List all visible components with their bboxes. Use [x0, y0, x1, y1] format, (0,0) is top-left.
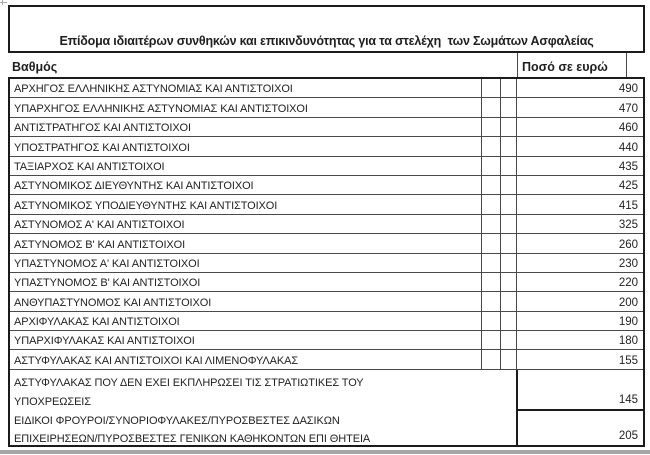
rank-cell: ΑΡΧΗΓΟΣ ΕΛΛΗΝΙΚΗΣ ΑΣΤΥΝΟΜΙΑΣ ΚΑΙ ΑΝΤΙΣΤΟΙΧΟΙ	[14, 83, 293, 96]
empty-cell	[481, 118, 500, 136]
empty-cell	[500, 79, 516, 97]
empty-cell	[481, 312, 500, 330]
empty-cell	[481, 234, 500, 252]
amount-cell: 180	[516, 331, 643, 349]
empty-cell	[500, 312, 516, 330]
table-row	[10, 79, 643, 98]
table-row	[10, 254, 643, 273]
empty-cell	[481, 79, 500, 97]
empty-cell	[500, 254, 516, 272]
merged-rows-section	[10, 370, 643, 445]
table-row	[10, 176, 643, 195]
table-row	[10, 331, 643, 350]
empty-cell	[481, 273, 500, 291]
amount-cell: 325	[516, 215, 643, 233]
empty-cell	[481, 254, 500, 272]
header-rank-label: Βαθμός	[12, 60, 58, 74]
empty-cell	[500, 350, 516, 368]
table-row	[10, 292, 643, 311]
empty-cell	[481, 331, 500, 349]
merged-amount-column	[516, 370, 643, 445]
rank-cell: ΥΠΑΡΧΗΓΟΣ ΕΛΛΗΝΙΚΗΣ ΑΣΤΥΝΟΜΙΑΣ ΚΑΙ ΑΝΤΙΣΤΟΙΧΟΙ	[14, 102, 308, 115]
amount-cell: 490	[516, 79, 643, 97]
table-row	[10, 273, 643, 292]
table-row	[10, 234, 643, 253]
amount-cell: 460	[516, 118, 643, 136]
amount-cell: 415	[516, 195, 643, 213]
empty-cell	[481, 176, 500, 194]
empty-cell	[500, 292, 516, 310]
rank-cell: ΑΝΘΥΠΑΣΤΥΝΟΜΟΣ ΚΑΙ ΑΝΤΙΣΤΟΙΧΟΙ	[14, 296, 212, 309]
table-row	[10, 98, 643, 117]
amount-cell: 260	[516, 234, 643, 252]
header-amount-cell	[517, 53, 627, 77]
empty-cell	[500, 157, 516, 175]
amount-cell: 435	[516, 157, 643, 175]
window-edge-bar	[0, 450, 650, 454]
empty-cell	[481, 98, 500, 116]
data-table	[8, 77, 645, 447]
table-row	[10, 137, 643, 156]
rank-cell: ΥΠΑΡΧΙΦΥΛΑΚΑΣ ΚΑΙ ΑΝΤΙΣΤΟΙΧΟΙ	[14, 335, 195, 348]
rank-cell: ΥΠΑΣΤΥΝΟΜΟΣ Β' ΚΑΙ ΑΝΤΙΣΤΟΙΧΟΙ	[14, 277, 201, 290]
empty-cell	[500, 98, 516, 116]
amount-cell: 220	[516, 273, 643, 291]
rank-text-line: ΕΠΙΧΕΙΡΗΣΕΩΝ/ΠΥΡΟΣΒΕΣΤΕΣ ΓΕΝΙΚΩΝ ΚΑΘΗΚΟΝΤΩΝ ΕΠΙ ΘΗΤΕΙΑ	[14, 433, 371, 446]
table-row	[10, 157, 643, 176]
rank-cell: ΥΠΑΣΤΥΝΟΜΟΣ Α' ΚΑΙ ΑΝΤΙΣΤΟΙΧΟΙ	[14, 257, 200, 270]
cell-corner-artifact	[2, 0, 3, 5]
rank-cell: ΥΠΟΣΤΡΑΤΗΓΟΣ ΚΑΙ ΑΝΤΙΣΤΟΙΧΟΙ	[14, 141, 190, 154]
table-header-row	[8, 53, 645, 77]
empty-cell	[481, 157, 500, 175]
empty-cell	[500, 176, 516, 194]
amount-cell: 440	[516, 137, 643, 155]
amount-cell: 200	[516, 292, 643, 310]
empty-cell	[500, 118, 516, 136]
amount-cell: 470	[516, 98, 643, 116]
empty-cell	[481, 350, 500, 368]
rank-cell: ΑΣΤΥΦΥΛΑΚΑΣ ΚΑΙ ΑΝΤΙΣΤΟΙΧΟΙ ΚΑΙ ΛΙΜΕΝΟΦΥΛΑΚΑΣ	[14, 354, 299, 367]
table-row	[10, 215, 643, 234]
empty-cell	[481, 215, 500, 233]
empty-cell	[500, 234, 516, 252]
amount-cell: 230	[516, 254, 643, 272]
table-row	[10, 195, 643, 214]
rank-cell: ΤΑΞΙΑΡΧΟΣ ΚΑΙ ΑΝΤΙΣΤΟΙΧΟΙ	[14, 160, 165, 173]
rank-text-line: ΑΣΤΥΦΥΛΑΚΑΣ ΠΟΥ ΔΕΝ ΕΧΕΙ ΕΚΠΛΗΡΩΣΕΙ ΤΙΣ ΣΤΡΑΤΙΩΤΙΚΕΣ ΤΟΥ	[14, 377, 364, 390]
empty-cell	[500, 215, 516, 233]
rank-cell: ΑΡΧΙΦΥΛΑΚΑΣ ΚΑΙ ΑΝΤΙΣΤΟΙΧΟΙ	[14, 316, 180, 329]
amount-cell: 205	[618, 429, 638, 442]
rank-cell: ΑΣΤΥΝΟΜΟΣ Α' ΚΑΙ ΑΝΤΙΣΤΟΙΧΟΙ	[14, 219, 185, 232]
empty-cell	[481, 292, 500, 310]
amount-cell: 145	[518, 370, 643, 411]
rank-text-line: ΥΠΟΧΡΕΩΣΕΙΣ	[14, 396, 91, 409]
empty-cell	[500, 273, 516, 291]
table-title-text: Επίδομα ιδιαιτέρων συνθηκών και επικινδυνότητας για τα στελέχη των Σωμάτων Ασφαλείας	[59, 34, 594, 48]
table-title	[8, 5, 645, 53]
header-amount-label: Ποσό σε ευρώ	[522, 60, 608, 74]
rank-cell: ΑΝΤΙΣΤΡΑΤΗΓΟΣ ΚΑΙ ΑΝΤΙΣΤΟΙΧΟΙ	[14, 122, 191, 135]
empty-cell	[500, 331, 516, 349]
table-row	[10, 350, 643, 369]
rank-cell: ΑΣΤΥΝΟΜΙΚΟΣ ΥΠΟΔΙΕΥΘΥΝΤΗΣ ΚΑΙ ΑΝΤΙΣΤΟΙΧΟΙ	[14, 199, 278, 212]
empty-cell	[500, 195, 516, 213]
empty-cell	[481, 195, 500, 213]
rank-cell: ΑΣΤΥΝΟΜΙΚΟΣ ΔΙΕΥΘΥΝΤΗΣ ΚΑΙ ΑΝΤΙΣΤΟΙΧΟΙ	[14, 180, 254, 193]
table-row	[10, 118, 643, 137]
amount-cell: 425	[516, 176, 643, 194]
amount-cell: 190	[516, 312, 643, 330]
rank-cell: ΑΣΤΥΝΟΜΟΣ Β' ΚΑΙ ΑΝΤΙΣΤΟΙΧΟΙ	[14, 238, 186, 251]
amount-cell: 155	[516, 350, 643, 368]
empty-cell	[481, 137, 500, 155]
table-row	[10, 312, 643, 331]
empty-cell	[500, 137, 516, 155]
rank-text-line: ΕΙΔΙΚΟΙ ΦΡΟΥΡΟΙ/ΣΥΝΟΡΙΟΦΥΛΑΚΕΣ/ΠΥΡΟΣΒΕΣΤΕΣ ΔΑΣΙΚΩΝ	[14, 414, 340, 427]
rank-cell-multiline	[10, 370, 516, 445]
